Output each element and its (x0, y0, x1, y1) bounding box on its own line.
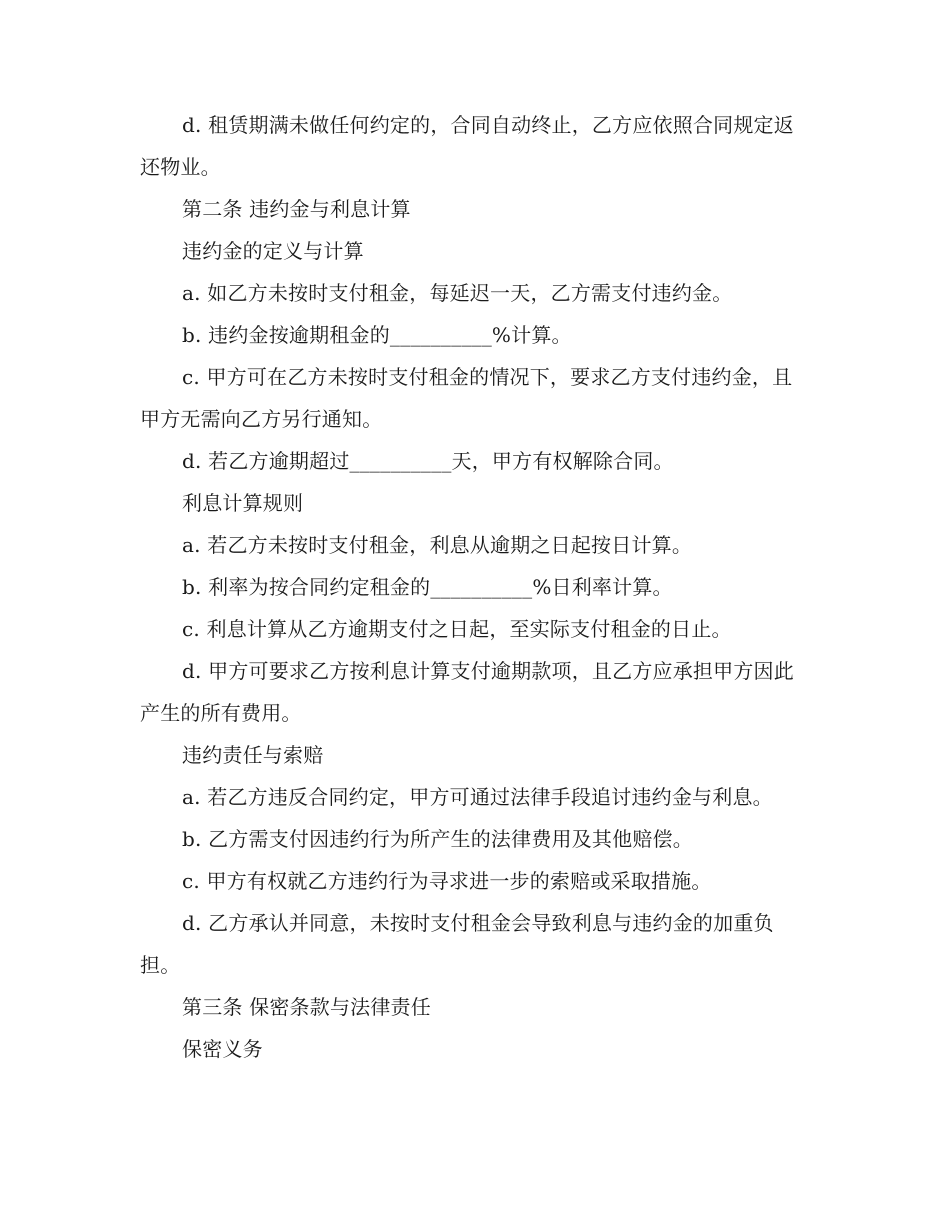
clause-c-further-claims: c. 甲方有权就乙方违约行为寻求进一步的索赔或采取措施。 (182, 869, 712, 893)
section-heading-penalty-definition: 违约金的定义与计算 (182, 239, 364, 263)
section-heading-interest-rules: 利息计算规则 (182, 491, 304, 515)
clause-a-legal-recovery: a. 若乙方违反合同约定，甲方可通过法律手段追讨违约金与利息。 (182, 785, 773, 809)
section-heading-confidentiality: 保密义务 (182, 1037, 263, 1061)
clause-d-acknowledgement: d. 乙方承认并同意，未按时支付租金会导致利息与违约金的加重负担。 (140, 911, 774, 977)
section-heading-liability-claims: 违约责任与索赔 (182, 743, 324, 767)
document-body (140, 104, 810, 1070)
clause-c-interest-period: c. 利息计算从乙方逾期支付之日起，至实际支付租金的日止。 (182, 617, 732, 641)
article-2-heading: 第二条 违约金与利息计算 (182, 197, 411, 221)
clause-d-terminate-contract: d. 若乙方逾期超过__________天，甲方有权解除合同。 (182, 449, 674, 473)
clause-b-interest-rate: b. 利率为按合同约定租金的__________%日利率计算。 (182, 575, 673, 599)
clause-d-interest-costs: d. 甲方可要求乙方按利息计算支付逾期款项，且乙方应承担甲方因此产生的所有费用。 (140, 659, 794, 725)
article-3-heading: 第三条 保密条款与法律责任 (182, 995, 431, 1019)
clause-b-penalty-rate: b. 违约金按逾期租金的__________%计算。 (182, 323, 572, 347)
clause-b-legal-fees: b. 乙方需支付因违约行为所产生的法律费用及其他赔偿。 (182, 827, 693, 851)
clause-d-lease-expiry: d. 租赁期满未做任何约定的，合同自动终止，乙方应依照合同规定返还物业。 (140, 113, 794, 179)
clause-a-interest-daily: a. 若乙方未按时支付租金，利息从逾期之日起按日计算。 (182, 533, 693, 557)
clause-c-demand-penalty: c. 甲方可在乙方未按时支付租金的情况下，要求乙方支付违约金，且甲方无需向乙方另行通知。 (140, 365, 793, 431)
clause-a-late-payment: a. 如乙方未按时支付租金，每延迟一天，乙方需支付违约金。 (182, 281, 733, 305)
